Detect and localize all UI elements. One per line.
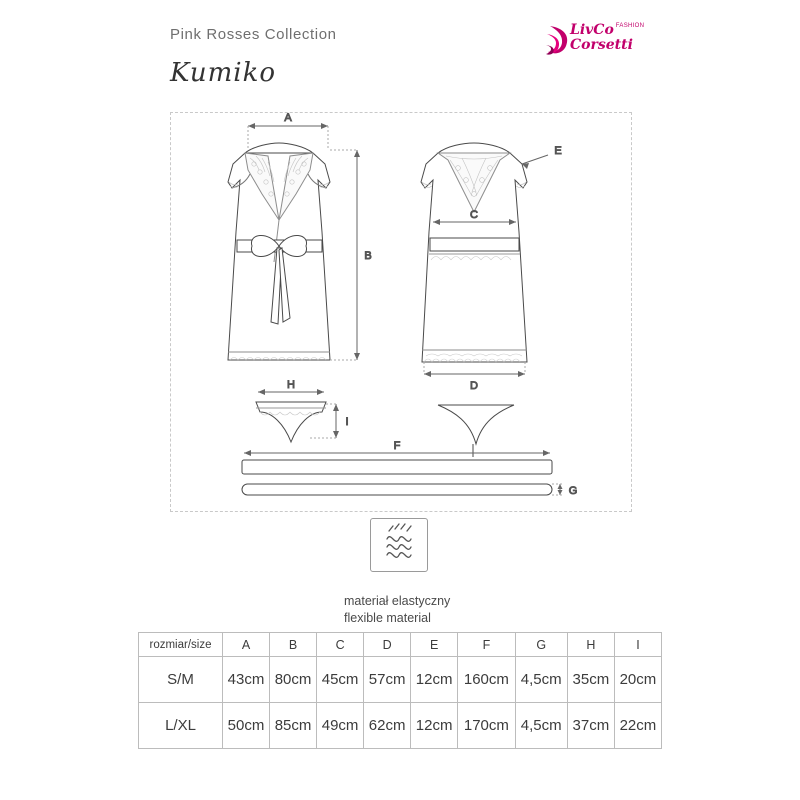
table-cell: 4,5cm [515, 703, 567, 749]
dimension-G [552, 484, 563, 495]
stretch-fabric-icon [371, 519, 427, 571]
table-cell: 4,5cm [515, 657, 567, 703]
table-header-cell: A [223, 633, 270, 657]
table-header-cell: C [317, 633, 364, 657]
label-G: G [568, 485, 578, 497]
size-table [138, 632, 662, 749]
belt-strap [242, 460, 552, 495]
label-F: F [393, 440, 401, 452]
table-cell: 12cm [411, 657, 458, 703]
table-header-cell: E [411, 633, 458, 657]
table-cell: 43cm [223, 657, 270, 703]
table-cell: 20cm [614, 657, 661, 703]
table-cell: 50cm [223, 703, 270, 749]
material-line-en: flexible material [344, 611, 431, 625]
size-label: S/M [139, 657, 223, 703]
table-cell: 22cm [614, 703, 661, 749]
material-line-pl: materiał elastyczny [344, 594, 451, 608]
table-cell: 57cm [364, 657, 411, 703]
dimension-E [522, 155, 548, 169]
size-label: L/XL [139, 703, 223, 749]
table-header-cell: D [364, 633, 411, 657]
table-header-cell: F [458, 633, 515, 657]
page-title: Kumiko [170, 58, 276, 88]
table-cell: 160cm [458, 657, 515, 703]
label-H: H [287, 379, 295, 391]
collection-title: Pink Rosses Collection [170, 26, 337, 43]
brand-logo [546, 22, 645, 60]
table-cell: 37cm [567, 703, 614, 749]
thong-front-view [256, 402, 326, 442]
thong-back-view [438, 405, 514, 457]
table-cell: 80cm [270, 657, 317, 703]
table-header-cell: rozmiar/size [139, 633, 223, 657]
table-row [139, 703, 662, 749]
logo-line1: LivCo [570, 22, 614, 38]
label-D: D [470, 380, 478, 392]
logo-line2: Corsetti [570, 36, 633, 53]
table-header-row [139, 633, 662, 657]
table-header-cell: G [515, 633, 567, 657]
logo-fashion-sub: FASHION [615, 23, 645, 29]
table-cell: 85cm [270, 703, 317, 749]
label-I: I [345, 416, 349, 428]
material-description [344, 593, 450, 627]
logo-wordmark [570, 23, 644, 52]
table-cell: 35cm [567, 657, 614, 703]
table-header-cell: H [567, 633, 614, 657]
label-B: B [364, 250, 372, 262]
material-icon-box [370, 518, 428, 572]
dimension-D [424, 362, 525, 377]
table-cell: 49cm [317, 703, 364, 749]
table-cell: 62cm [364, 703, 411, 749]
dimension-B [330, 150, 360, 360]
label-E: E [554, 145, 562, 157]
table-header-cell: I [614, 633, 661, 657]
table-cell: 170cm [458, 703, 515, 749]
table-cell: 12cm [411, 703, 458, 749]
logo-swirl-icon [546, 24, 572, 56]
table-header-cell: B [270, 633, 317, 657]
front-view [228, 143, 330, 360]
table-row [139, 657, 662, 703]
back-view [421, 143, 527, 362]
table-cell: 45cm [317, 657, 364, 703]
label-C: C [470, 209, 478, 221]
garment-technical-drawing [170, 112, 632, 512]
label-A: A [284, 112, 292, 124]
